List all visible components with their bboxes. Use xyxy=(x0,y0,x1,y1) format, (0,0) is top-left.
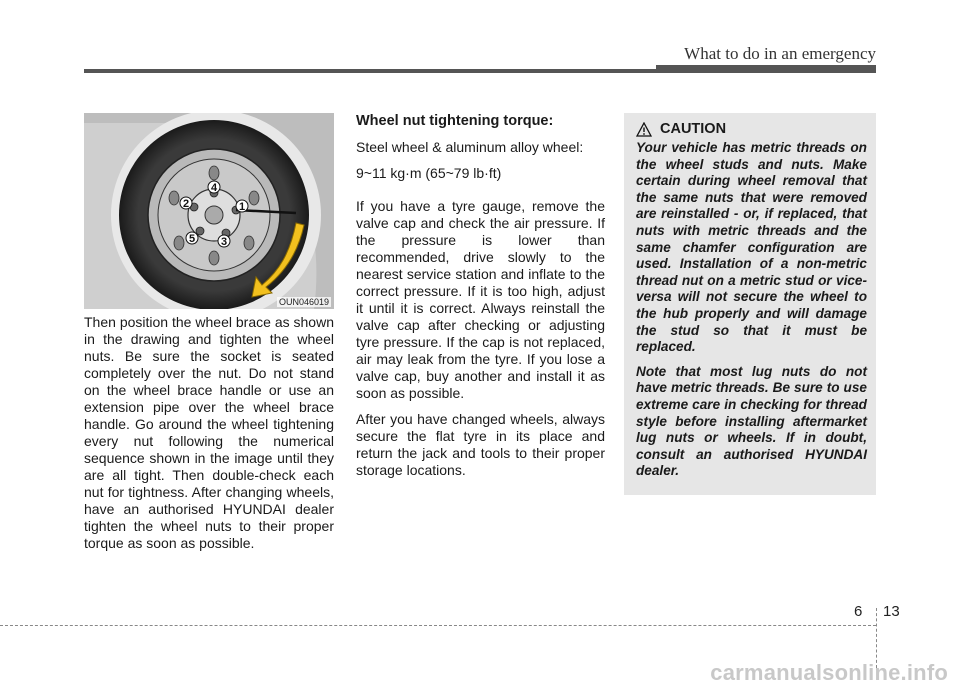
tyre-pressure-paragraph: If you have a tyre gauge, remove the valve cap and check the air pressure. If the pressure is lower than recommended, drive slowly to the nearest service station and inflate to the correct pressure. If it is too high, adjust it until it is correct. Always reinstall the valve cap after checking or adjusting tyre pressure. If the cap is not replaced, air may leak from the tyre. If you lose a valve cap, buy another and install it as soon as possible. xyxy=(356,198,605,401)
caution-lug-nuts-paragraph: Note that most lug nuts do not have metric threads. Be sure to use extreme care in checking for thread style before installing aftermarket lug nuts or wheels. If in doubt, consult an authorised HYUNDAI dealer. xyxy=(636,363,867,479)
header-rule xyxy=(84,69,876,73)
caution-metric-threads-paragraph: Your vehicle has metric threads on the wheel studs and nuts. Make certain during wheel removal that the same nuts that were removed are reinstalled - or, if replaced, that nuts with metric threads and the same chamfer configuration are used. Installation of a non-metric thread nut on a metric stud or vice-versa will not secure the wheel to the hub properly and will damage the stud so that it must be replaced. xyxy=(636,140,867,355)
instructions-column xyxy=(84,314,334,552)
torque-heading: Wheel nut tightening torque: xyxy=(356,113,554,129)
section-title: What to do in an emergency xyxy=(684,44,876,63)
caution-title: CAUTION xyxy=(660,121,727,137)
footer-rule xyxy=(0,625,876,626)
wheel-brace-paragraph: Then position the wheel brace as shown in the drawing and tighten the wheel nuts. Be sure the socket is seated completely over the nut. Do not stand on the wheel brace handle or use an extension pipe over the wheel brace handle. Go around the wheel tightening every nut following the numerical sequence shown in the image until they are all tight. Then double-check each nut for tightness. After changing wheels, have an authorised HYUNDAI dealer tighten the wheel nuts to their proper torque as soon as possible. xyxy=(84,314,334,551)
storage-paragraph: After you have changed wheels, always secure the flat tyre in its place and return the jack and tools to their proper storage locations. xyxy=(356,411,605,478)
wheel-illustration xyxy=(84,113,334,309)
caution-box xyxy=(624,113,876,495)
nut-number-5: 5 xyxy=(188,233,196,245)
wheel-drawing xyxy=(84,113,334,309)
torque-wheel-type: Steel wheel & aluminum alloy wheel: xyxy=(356,139,584,155)
caution-header xyxy=(636,121,867,137)
footer-divider xyxy=(876,608,877,668)
page-number: 13 xyxy=(883,603,900,620)
figure-code: OUN046019 xyxy=(278,297,329,307)
chapter-number: 6 xyxy=(854,603,863,620)
nut-number-2: 2 xyxy=(182,198,190,210)
nut-number-4: 4 xyxy=(210,182,218,194)
warning-triangle-icon xyxy=(636,122,652,137)
nut-number-3: 3 xyxy=(220,236,228,248)
torque-value: 9~11 kg·m (65~79 lb·ft) xyxy=(356,165,502,181)
nut-number-1: 1 xyxy=(238,201,246,213)
torque-column xyxy=(356,113,605,488)
watermark: carmanualsonline.info xyxy=(710,660,948,685)
